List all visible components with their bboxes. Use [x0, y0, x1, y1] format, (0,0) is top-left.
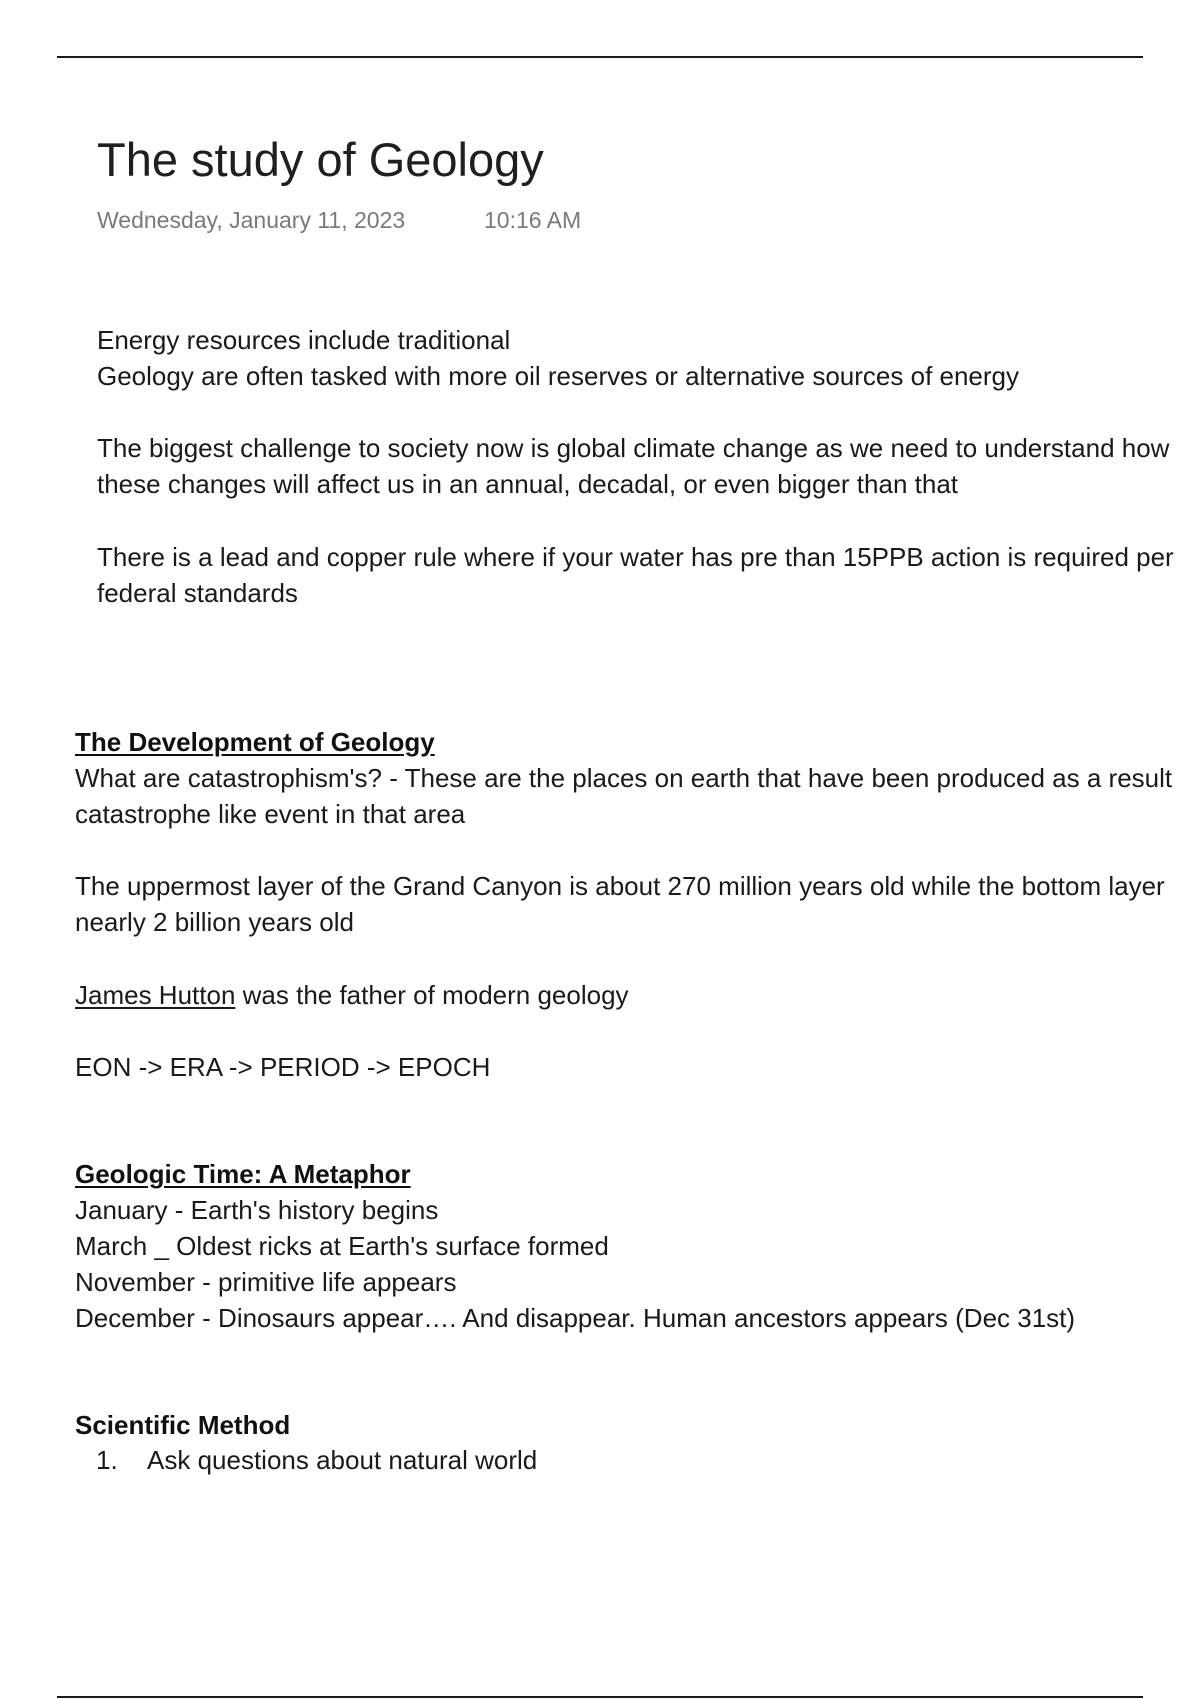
intro-paragraph-energy	[97, 322, 1019, 394]
text-line: There is a lead and copper rule where if your water has pre than 15PPB action is required per	[97, 542, 1174, 572]
james-hutton-description: was the father of modern geology	[235, 980, 629, 1010]
intro-paragraph-lead-copper	[97, 539, 1174, 611]
list-item-text: Ask questions about natural world	[147, 1445, 538, 1475]
page-title: The study of Geology	[97, 133, 544, 186]
text-line: these changes will affect us in an annual, decadal, or even bigger than that	[97, 469, 958, 499]
text-line: What are catastrophism's? - These are the places on earth that have been produced as a result	[75, 763, 1173, 793]
paragraph-james-hutton	[75, 977, 629, 1013]
note-date: Wednesday, January 11, 2023	[97, 207, 406, 233]
text-line: The uppermost layer of the Grand Canyon is about 270 million years old while the bottom layer	[75, 871, 1165, 901]
metaphor-line-january: January - Earth's history begins	[75, 1195, 439, 1225]
list-item-number: 1.	[96, 1445, 118, 1475]
note-time: 10:16 AM	[484, 207, 582, 233]
james-hutton-name: James Hutton	[75, 980, 236, 1010]
text-line: EON -> ERA -> PERIOD -> EPOCH	[75, 1052, 491, 1082]
paragraph-catastrophism	[75, 760, 1172, 832]
text-line: Geology are often tasked with more oil reserves or alternative sources of energy	[97, 361, 1020, 391]
metaphor-line-march: March _ Oldest ricks at Earth's surface formed	[75, 1231, 609, 1261]
section-heading-scientific-method: Scientific Method	[75, 1410, 291, 1440]
text-line: catastrophe like event in that area	[75, 799, 466, 829]
text-line: federal standards	[97, 578, 298, 608]
section-heading-metaphor: Geologic Time: A Metaphor	[75, 1159, 411, 1189]
metaphor-line-december: December - Dinosaurs appear…. And disappear. Human ancestors appears (Dec 31st)	[75, 1303, 1076, 1333]
metaphor-line-november: November - primitive life appears	[75, 1267, 457, 1297]
text-line: nearly 2 billion years old	[75, 907, 354, 937]
time-units-line	[75, 1049, 490, 1085]
scientific-method-list	[96, 1442, 537, 1478]
text-line: The biggest challenge to society now is global climate change as we need to understand how	[97, 433, 1170, 463]
bottom-divider	[57, 1696, 1143, 1698]
metaphor-list	[75, 1192, 1075, 1336]
text-line: Energy resources include traditional	[97, 325, 511, 355]
paragraph-grand-canyon	[75, 868, 1165, 940]
intro-paragraph-climate	[97, 430, 1169, 502]
top-divider	[57, 56, 1143, 58]
section-heading-development: The Development of Geology	[75, 727, 435, 757]
text-line	[75, 977, 629, 1013]
list-item	[96, 1442, 537, 1478]
